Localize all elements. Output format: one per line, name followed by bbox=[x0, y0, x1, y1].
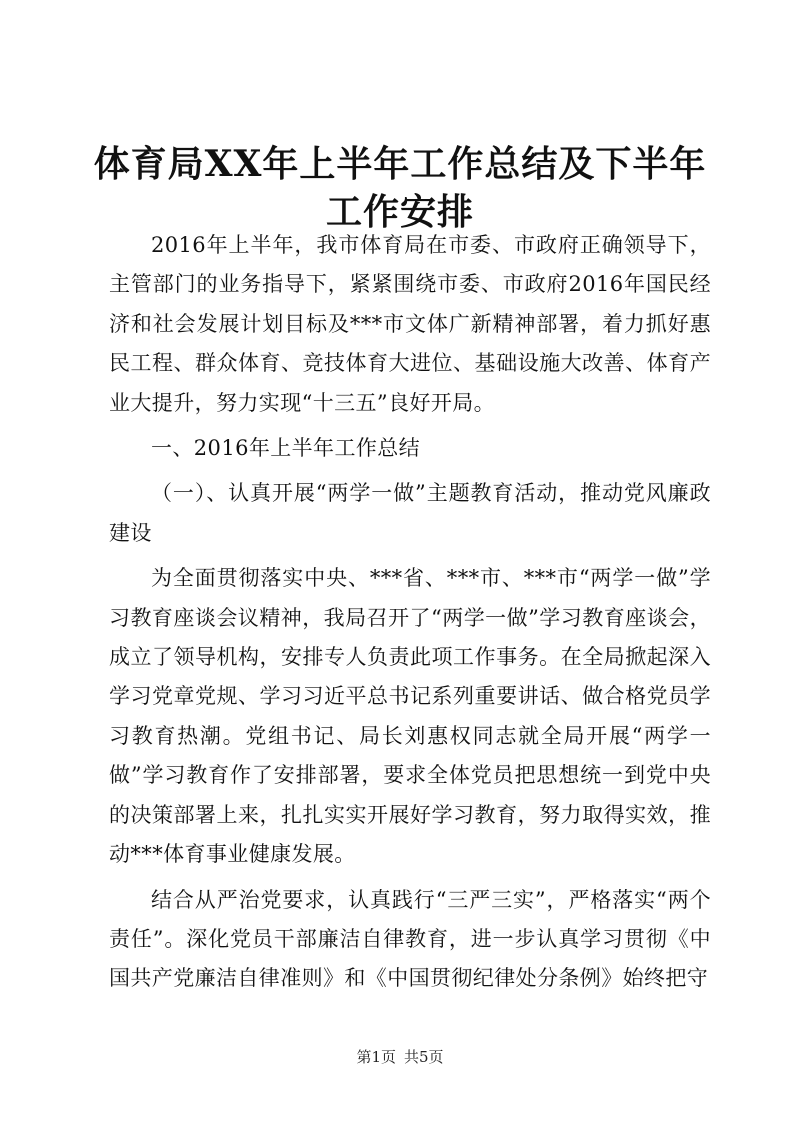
document-body bbox=[109, 226, 711, 999]
intro-paragraph: 2016年上半年，我市体育局在市委、市政府正确领导下，主管部门的业务指导下，紧紧围绕市委、市政府2016年国民经济和社会发展计划目标及***市文体广新精神部署，着力抓好惠民工程、群众体育、竞技体育大进位、基础设施大改善、体育产业大提升，努力实现“十三五”良好开局。 bbox=[109, 233, 711, 415]
body-paragraph: 结合从严治党要求，认真践行“三严三实”，严格落实“两个责任”。深化党员干部廉洁自律教育，进一步认真学习贯彻《中国共产党廉洁自律准则》和《中国贯彻纪律处分条例》始终把守 bbox=[109, 887, 711, 991]
subsection-heading: （一）、认真开展“两学一做”主题教育活动，推动党风廉政建设 bbox=[109, 481, 711, 545]
body-paragraph: 为全面贯彻落实中央、***省、***市、***市“两学一做”学习教育座谈会议精神，我局召开了“两学一做”学习教育座谈会，成立了领导机构，安排专人负责此项工作事务。在全局掀起深入学习党章党规、学习习近平总书记系列重要讲话、做合格党员学习教育热潮。党组书记、局长刘惠权同志就全局开展“两学一做”学习教育作了安排部署，要求全体党员把思想统一到党中央的决策部署上来，扎扎实实开展好学习教育，努力取得实效，推动***体育事业健康发展。 bbox=[109, 566, 711, 867]
document-title: 体育局XX年上半年工作总结及下半年工作安排 bbox=[93, 143, 707, 233]
section-heading: 一、2016年上半年工作总结 bbox=[151, 436, 421, 461]
page-footer bbox=[0, 1047, 800, 1067]
page-number: 第1页 bbox=[356, 1048, 396, 1066]
total-pages: 共5页 bbox=[404, 1048, 444, 1066]
